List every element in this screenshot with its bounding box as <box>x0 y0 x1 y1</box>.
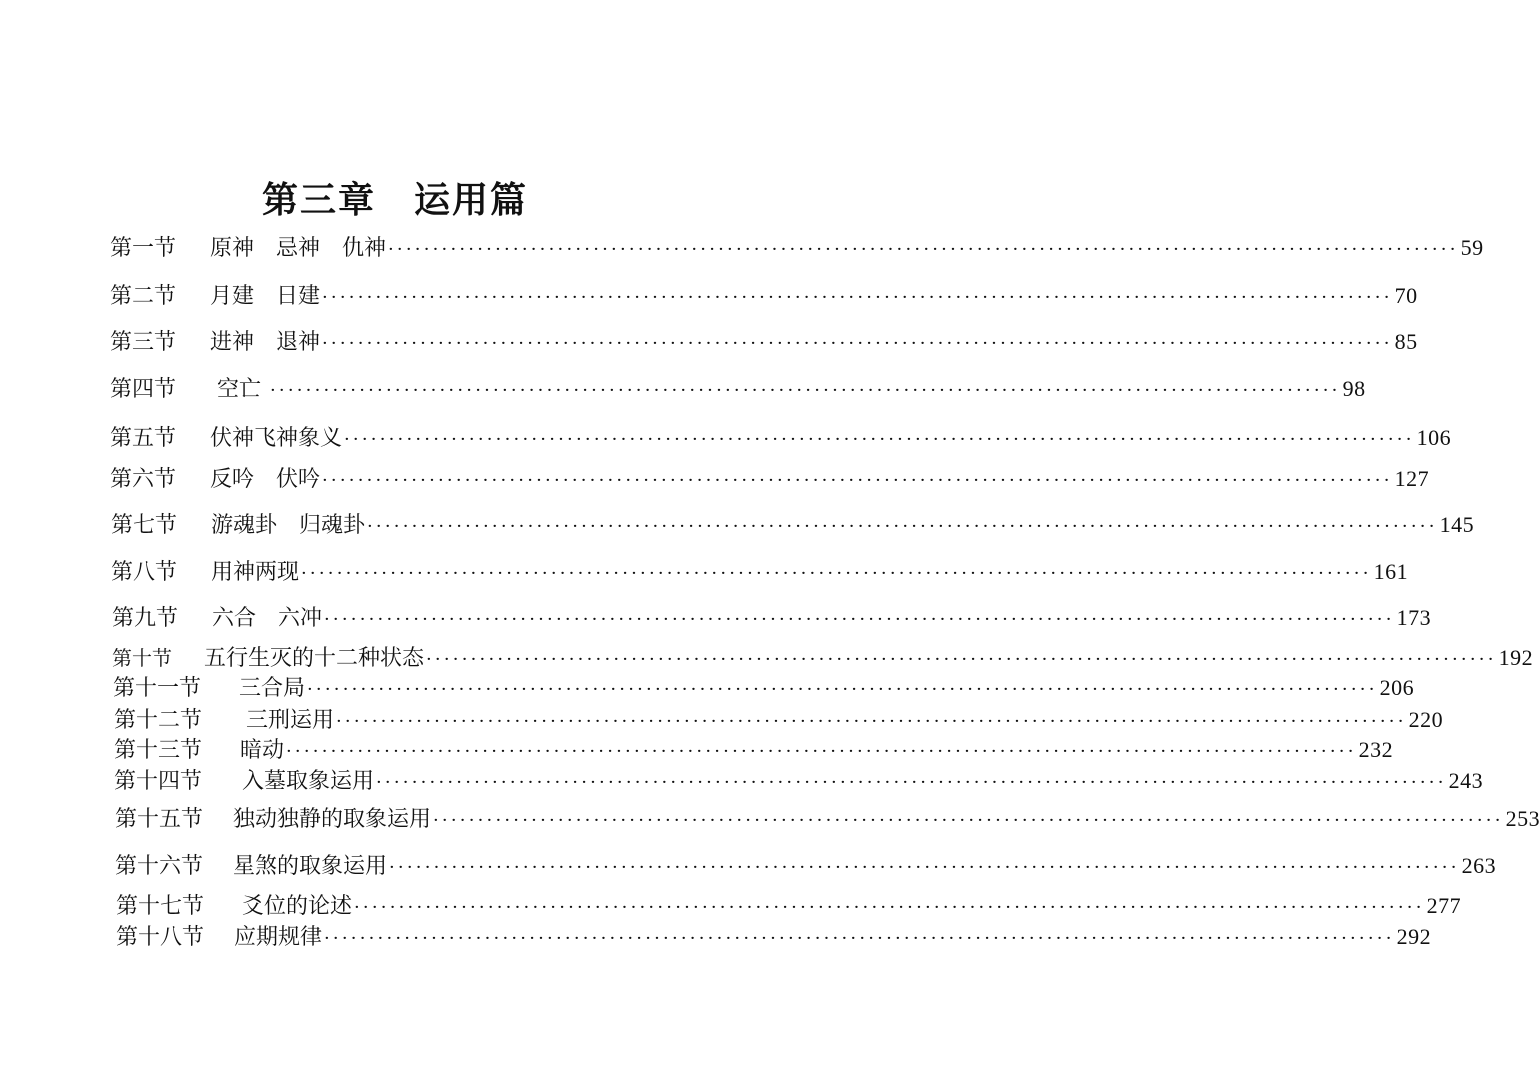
toc-entry <box>111 557 1409 587</box>
section-topic: 用神两现 <box>211 560 300 585</box>
toc-entry <box>112 643 1534 673</box>
toc-entry <box>110 423 1452 453</box>
section-number: 第七节 <box>111 513 178 538</box>
toc-entry <box>113 673 1415 703</box>
dot-leader: ························································································································ <box>270 380 1341 401</box>
page-number: 85 <box>1394 329 1418 354</box>
section-number: 第六节 <box>110 467 177 492</box>
dot-leader: ························································································································ <box>376 772 1447 793</box>
page-number: 277 <box>1426 893 1462 918</box>
section-topic: 伏神飞神象义 <box>210 426 343 451</box>
toc-entry <box>114 766 1484 796</box>
section-topic: 反吟 伏吟 <box>210 467 321 492</box>
section-number: 第八节 <box>111 560 178 585</box>
section-number: 第二节 <box>110 284 177 309</box>
section-topic: 月建 日建 <box>210 284 321 309</box>
section-topic: 进神 退神 <box>210 330 321 355</box>
section-number: 第十五节 <box>115 807 204 832</box>
dot-leader: ························································································································ <box>426 649 1497 670</box>
section-topic: 游魂卦 归魂卦 <box>211 513 366 538</box>
toc-entry <box>114 705 1444 735</box>
section-number: 第十节 <box>112 646 172 670</box>
section-topic: 独动独静的取象运用 <box>233 807 432 832</box>
section-topic: 三合局 <box>239 676 306 701</box>
section-number: 第十三节 <box>114 738 203 763</box>
toc-entry <box>111 510 1475 540</box>
section-number: 第十七节 <box>116 894 205 919</box>
dot-leader: ························································································································ <box>433 810 1504 831</box>
section-topic: 星煞的取象运用 <box>233 854 388 879</box>
dot-leader: ························································································································ <box>307 679 1378 700</box>
toc-entry <box>110 464 1430 494</box>
page-number: 127 <box>1394 466 1430 491</box>
dot-leader: ························································································································ <box>322 470 1393 491</box>
toc-entry <box>115 851 1497 881</box>
page-number: 206 <box>1379 675 1415 700</box>
section-topic: 五行生灭的十二种状态 <box>204 646 425 671</box>
dot-leader: ························································································································ <box>301 563 1372 584</box>
dot-leader: ························································································································ <box>367 516 1438 537</box>
page-number: 161 <box>1373 559 1409 584</box>
dot-leader: ························································································································ <box>286 741 1357 762</box>
dot-leader: ························································································································ <box>322 333 1393 354</box>
dot-leader: ························································································································ <box>389 857 1460 878</box>
section-topic: 六合 六冲 <box>212 606 323 631</box>
toc-entry <box>110 233 1484 263</box>
section-number: 第三节 <box>110 330 177 355</box>
section-number: 第十一节 <box>113 676 202 701</box>
page-number: 292 <box>1396 924 1432 949</box>
section-number: 第四节 <box>110 377 177 402</box>
toc-entry <box>116 922 1432 952</box>
toc-entry <box>115 804 1540 834</box>
section-number: 第五节 <box>110 426 177 451</box>
section-topic: 暗动 <box>240 738 285 763</box>
page-number: 232 <box>1358 737 1394 762</box>
dot-leader: ························································································································ <box>344 429 1415 450</box>
page-number: 263 <box>1461 853 1497 878</box>
section-number: 第一节 <box>110 236 177 261</box>
dot-leader: ························································································································ <box>388 239 1459 260</box>
section-number: 第十四节 <box>114 769 203 794</box>
page-number: 192 <box>1498 645 1534 670</box>
toc-entry <box>110 374 1366 404</box>
page-number: 173 <box>1396 605 1432 630</box>
section-number: 第十二节 <box>114 708 203 733</box>
toc-entry <box>110 281 1418 311</box>
dot-leader: ························································································································ <box>322 287 1393 308</box>
section-number: 第十六节 <box>115 854 204 879</box>
toc-entry <box>116 891 1462 921</box>
page-number: 243 <box>1448 768 1484 793</box>
section-topic: 空亡 <box>210 377 268 402</box>
dot-leader: ························································································································ <box>324 928 1395 949</box>
dot-leader: ························································································································ <box>336 711 1407 732</box>
dot-leader: ························································································································ <box>354 897 1425 918</box>
section-topic: 应期规律 <box>234 925 323 950</box>
section-topic: 三刑运用 <box>246 708 335 733</box>
page-number: 59 <box>1460 235 1484 260</box>
chapter-title: 第三章 运用篇 <box>261 180 528 221</box>
section-topic: 原神 忌神 仇神 <box>210 236 387 261</box>
toc-entry <box>112 603 1432 633</box>
toc-entry <box>110 327 1418 357</box>
page-number: 106 <box>1416 425 1452 450</box>
section-number: 第九节 <box>112 606 179 631</box>
page-number: 70 <box>1394 283 1418 308</box>
page-number: 98 <box>1342 376 1366 401</box>
section-topic: 入墓取象运用 <box>242 769 375 794</box>
toc-entry <box>114 735 1394 765</box>
dot-leader: ························································································································ <box>324 609 1395 630</box>
section-number: 第十八节 <box>116 925 205 950</box>
page-number: 220 <box>1408 707 1444 732</box>
section-topic: 爻位的论述 <box>242 894 353 919</box>
page-number: 145 <box>1439 512 1475 537</box>
page-number: 253 <box>1505 806 1540 831</box>
